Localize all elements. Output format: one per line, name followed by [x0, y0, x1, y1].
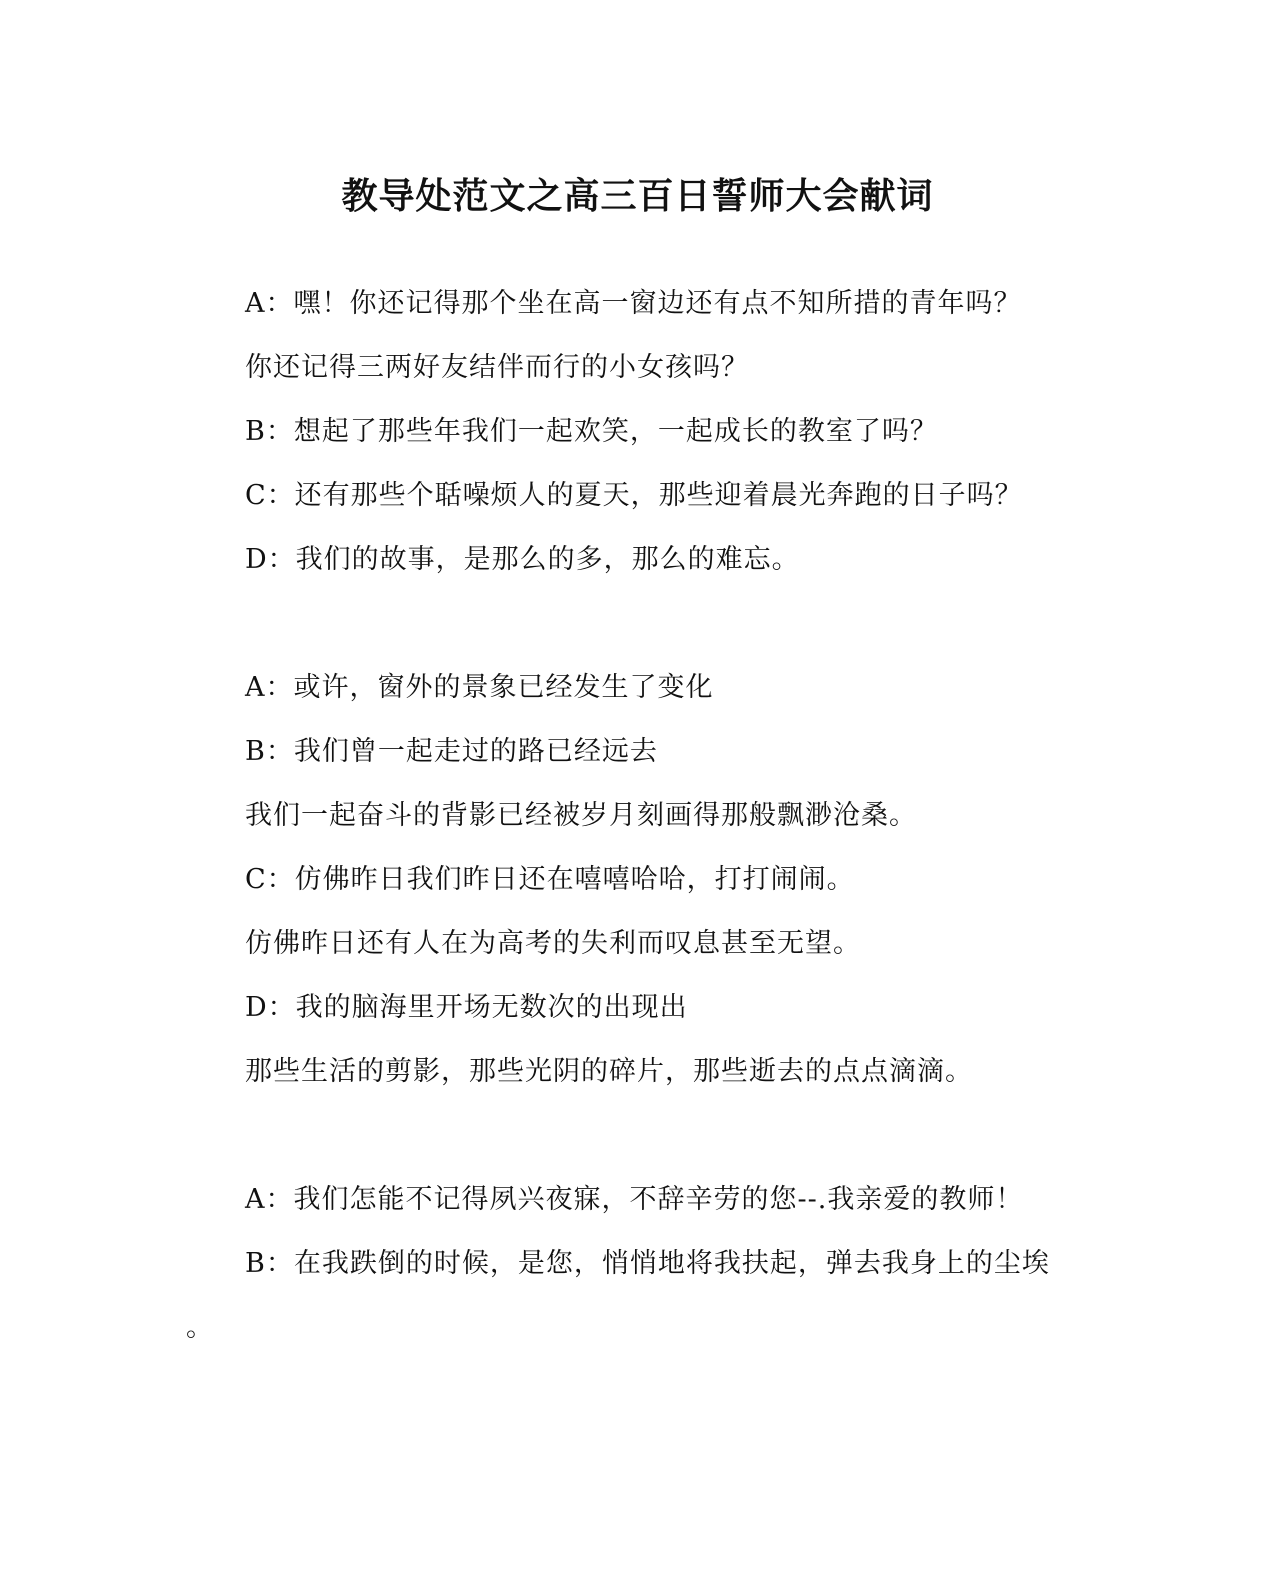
- text-line: C：仿佛昨日我们昨日还在嘻嘻哈哈，打打闹闹。: [245, 864, 855, 895]
- text-line: D：我们的故事，是那么的多，那么的难忘。: [245, 544, 800, 575]
- text-line: A：或许，窗外的景象已经发生了变化: [245, 672, 714, 703]
- text-line: B：在我跌倒的时候，是您，悄悄地将我扶起，弹去我身上的尘埃: [245, 1248, 1050, 1279]
- text-line: 我们一起奋斗的背影已经被岁月刻画得那般飘渺沧桑。: [245, 800, 917, 831]
- text-line: 你还记得三两好友结伴而行的小女孩吗？: [245, 352, 749, 383]
- text-line: B：我们曾一起走过的路已经远去: [245, 736, 658, 767]
- text-line: B：想起了那些年我们一起欢笑，一起成长的教室了吗？: [245, 416, 938, 447]
- text-line: A：我们怎能不记得夙兴夜寐，不辞辛劳的您--.我亲爱的教师！: [245, 1184, 1024, 1215]
- text-line: C：还有那些个聒噪烦人的夏天，那些迎着晨光奔跑的日子吗？: [245, 480, 1023, 511]
- text-line: 。: [186, 1312, 214, 1343]
- text-line: 仿佛昨日还有人在为高考的失利而叹息甚至无望。: [245, 928, 861, 959]
- document-title: 教导处范文之高三百日誓师大会献词: [341, 175, 934, 217]
- text-line: A：嘿！你还记得那个坐在高一窗边还有点不知所措的青年吗？: [245, 288, 1022, 319]
- text-line: D：我的脑海里开场无数次的出现出: [245, 992, 688, 1023]
- text-line: 那些生活的剪影，那些光阴的碎片，那些逝去的点点滴滴。: [245, 1056, 973, 1087]
